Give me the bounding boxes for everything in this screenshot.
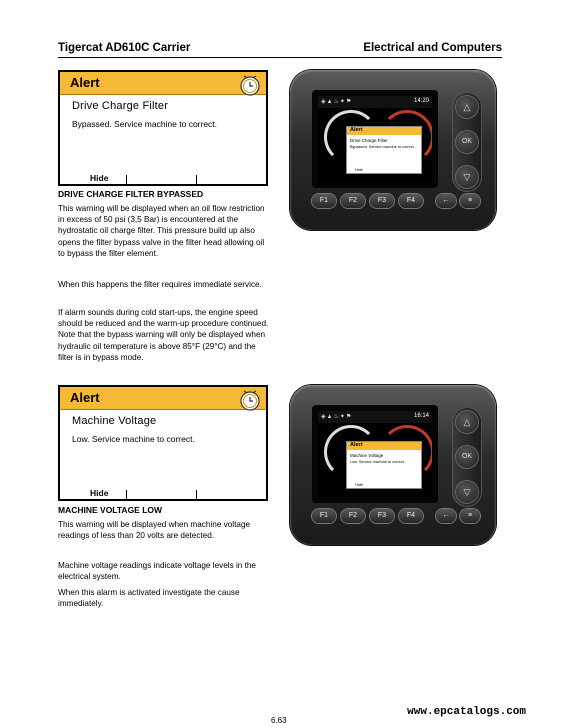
paragraph: When this happens the filter requires immediate service. xyxy=(58,280,262,289)
paragraph: Machine voltage readings indicate voltage levels in the electrical system. xyxy=(58,561,256,582)
alert-subtitle: Machine Voltage xyxy=(72,415,157,427)
status-bar xyxy=(318,411,432,423)
down-arrow-button[interactable]: ▽ xyxy=(456,481,478,503)
clock: 16:14 xyxy=(413,413,429,419)
display-unit xyxy=(290,70,496,230)
header-right: Electrical and Computers xyxy=(363,42,502,54)
screen-alert-bar: Alert xyxy=(347,442,421,450)
up-arrow-button[interactable]: △ xyxy=(456,96,478,118)
nav-pad xyxy=(452,92,482,192)
alarm-clock-icon xyxy=(238,73,262,97)
f2-key[interactable]: F2 xyxy=(341,509,365,523)
display-unit xyxy=(290,385,496,545)
ok-button[interactable]: OK xyxy=(456,446,478,468)
softkey-divider xyxy=(126,175,127,184)
screen-hide-label: Hide xyxy=(355,483,363,487)
alert-message: Low. Service machine to correct. xyxy=(72,434,195,444)
alert-panel-drive-charge xyxy=(58,70,268,186)
back-button[interactable]: ← xyxy=(436,509,456,523)
alert-subtitle: Drive Charge Filter xyxy=(72,100,169,112)
f4-key[interactable]: F4 xyxy=(399,509,423,523)
alert-title: Alert xyxy=(70,75,100,90)
header-rule xyxy=(58,57,502,58)
alert-title-bar xyxy=(60,72,266,95)
display-screen xyxy=(318,96,432,182)
section-heading: DRIVE CHARGE FILTER BYPASSED xyxy=(58,189,204,199)
paragraph: If alarm sounds during cold start-ups, the engine speed should be reduced and the warm-up procedure continued. Note that the bypass warning will only be displayed when hydraulic oil temperature is above 85°F (29°C) and the filter is in bypass mode. xyxy=(58,308,269,362)
screen-frame xyxy=(312,90,438,188)
screen-alert xyxy=(346,441,422,489)
watermark[interactable]: www.epcatalogs.com xyxy=(407,706,526,718)
down-arrow-button[interactable]: ▽ xyxy=(456,166,478,188)
back-button[interactable]: ← xyxy=(436,194,456,208)
screen-alert-bar: Alert xyxy=(347,127,421,135)
status-bar xyxy=(318,96,432,108)
page-number: 6.63 xyxy=(271,716,287,725)
alert-title: Alert xyxy=(70,390,100,405)
softkey-divider xyxy=(196,175,197,184)
status-icons: ◈▲♨✦⚑ xyxy=(321,99,353,105)
f3-key[interactable]: F3 xyxy=(370,194,394,208)
section-heading: MACHINE VOLTAGE LOW xyxy=(58,505,163,515)
ok-button[interactable]: OK xyxy=(456,131,478,153)
alarm-clock-icon xyxy=(238,388,262,412)
paragraph: This warning will be displayed when an oil flow restriction in excess of 50 psi (3,5 Bar) is encountered at the hydrostatic oil charge filter. This pressure build up also opens the filter bypass valve in the filter head allowing oil to bypass the filter element. xyxy=(58,204,265,258)
status-icons: ◈▲♨✦⚑ xyxy=(321,414,353,420)
alert-message: Bypassed. Service machine to correct. xyxy=(72,119,218,129)
f1-key[interactable]: F1 xyxy=(312,194,336,208)
display-screen xyxy=(318,411,432,497)
hide-button[interactable]: Hide xyxy=(90,488,109,498)
f3-key[interactable]: F3 xyxy=(370,509,394,523)
menu-button[interactable]: ≡ xyxy=(460,509,480,523)
nav-pad xyxy=(452,407,482,507)
screen-alert-subtitle: Drive Charge Filter xyxy=(350,138,388,143)
screen-hide-label: Hide xyxy=(355,168,363,172)
menu-button[interactable]: ≡ xyxy=(460,194,480,208)
softkey-divider xyxy=(196,490,197,499)
screen-alert-message: Bypassed. Service machine to correct. xyxy=(350,145,415,149)
hide-button[interactable]: Hide xyxy=(90,173,109,183)
screen-alert xyxy=(346,126,422,174)
alert-title-bar xyxy=(60,387,266,410)
alert-panel-machine-voltage xyxy=(58,385,268,501)
f1-key[interactable]: F1 xyxy=(312,509,336,523)
paragraph: This warning will be displayed when machine voltage readings of less than 20 volts are detected. xyxy=(58,520,251,541)
function-keys xyxy=(312,194,488,212)
header-left: Tigercat AD610C Carrier xyxy=(58,42,191,54)
screen-alert-subtitle: Machine Voltage xyxy=(350,453,384,458)
clock: 14:20 xyxy=(413,98,429,104)
function-keys xyxy=(312,509,488,527)
screen-frame xyxy=(312,405,438,503)
paragraph: When this alarm is activated investigate the cause immediately. xyxy=(58,588,240,609)
screen-alert-message: Low. Service machine to correct. xyxy=(350,460,405,464)
f4-key[interactable]: F4 xyxy=(399,194,423,208)
up-arrow-button[interactable]: △ xyxy=(456,411,478,433)
softkey-divider xyxy=(126,490,127,499)
f2-key[interactable]: F2 xyxy=(341,194,365,208)
